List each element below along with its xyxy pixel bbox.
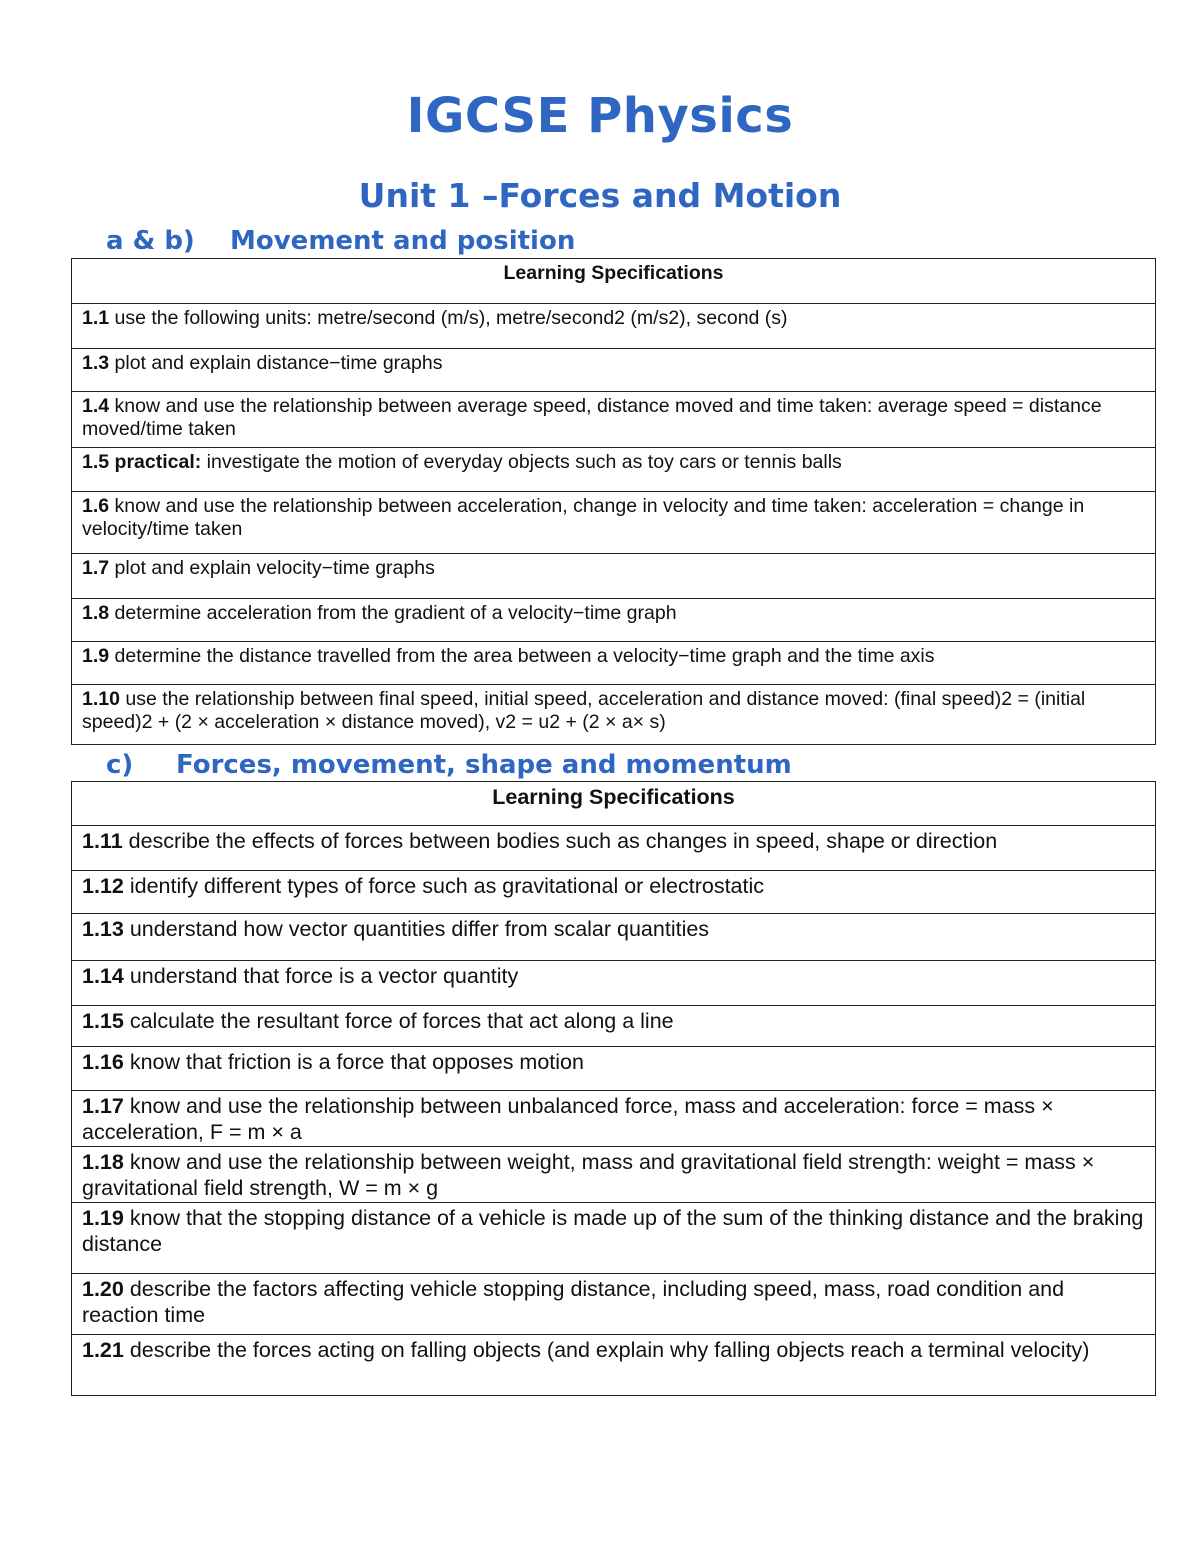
spec-text: know and use the relationship between unbalanced force, mass and acceleration: force = mass × acceleration, F = m × a [82, 1094, 1054, 1144]
spec-cell [72, 1335, 1156, 1396]
spec-cell [72, 1147, 1156, 1203]
spec-cell [72, 349, 1156, 392]
spec-text: identify different types of force such as gravitational or electrostatic [123, 874, 765, 898]
table-row [72, 492, 1156, 554]
spec-code: 1.21 [82, 1338, 124, 1362]
section-heading-c [106, 750, 792, 780]
spec-code: 1.5 [82, 451, 110, 473]
spec-cell [72, 642, 1156, 685]
spec-code: 1.10 [82, 688, 120, 710]
table-row [72, 599, 1156, 642]
unit-title: Unit 1 –Forces and Motion [358, 176, 842, 215]
spec-code: 1.18 [82, 1150, 124, 1174]
table-row [72, 685, 1156, 745]
spec-text: know that friction is a force that opposes motion [123, 1050, 584, 1074]
spec-code: 1.3 [82, 352, 110, 374]
spec-text: plot and explain velocity−time graphs [109, 557, 435, 579]
spec-practical-label: practical: [109, 451, 202, 473]
spec-code: 1.7 [82, 557, 110, 579]
section-letter: a & b) [106, 226, 195, 256]
spec-text: know and use the relationship between weight, mass and gravitational field strength: weight = mass × gravitational field strength, W = m × g [82, 1150, 1095, 1200]
spec-text: calculate the resultant force of forces that act along a line [123, 1009, 674, 1033]
spec-code: 1.17 [82, 1094, 124, 1118]
section-name: Movement and position [230, 226, 576, 256]
spec-cell [72, 392, 1156, 448]
spec-code: 1.19 [82, 1206, 124, 1230]
table-row [72, 1091, 1156, 1147]
table-row [72, 871, 1156, 914]
table-row [72, 448, 1156, 492]
spec-text: describe the factors affecting vehicle stopping distance, including speed, mass, road condition and reaction time [82, 1277, 1065, 1327]
spec-text: know and use the relationship between average speed, distance moved and time taken: average speed = distance moved/time taken [82, 395, 1102, 441]
table-row [72, 914, 1156, 961]
table-row [72, 1006, 1156, 1047]
section-name: Forces, movement, shape and momentum [176, 750, 792, 780]
spec-code: 1.1 [82, 307, 110, 329]
spec-code: 1.12 [82, 874, 124, 898]
table-row [72, 826, 1156, 871]
section-letter: c) [106, 750, 134, 780]
spec-cell [72, 599, 1156, 642]
spec-cell [72, 554, 1156, 599]
table-row [72, 1335, 1156, 1396]
spec-cell [72, 304, 1156, 349]
spec-cell [72, 871, 1156, 914]
table-row [72, 1147, 1156, 1203]
document-title: IGCSE Physics [406, 88, 794, 144]
table-header-row [72, 782, 1156, 826]
spec-cell [72, 1047, 1156, 1091]
spec-code: 1.15 [82, 1009, 124, 1033]
table-row [72, 392, 1156, 448]
spec-text: know and use the relationship between acceleration, change in velocity and time taken: acceleration = change in velocity/time taken [82, 495, 1085, 541]
table-row [72, 304, 1156, 349]
spec-cell [72, 1006, 1156, 1047]
spec-text: determine acceleration from the gradient of a velocity−time graph [109, 602, 677, 624]
spec-cell [72, 961, 1156, 1006]
spec-code: 1.13 [82, 917, 124, 941]
spec-text: determine the distance travelled from the area between a velocity−time graph and the time axis [109, 645, 935, 667]
spec-text: investigate the motion of everyday objects such as toy cars or tennis balls [201, 451, 842, 473]
spec-text: plot and explain distance−time graphs [109, 352, 443, 374]
spec-cell [72, 448, 1156, 492]
table-row [72, 1274, 1156, 1335]
spec-text: use the relationship between final speed, initial speed, acceleration and distance moved: (final speed)2 = (initial speed)2 + (2 × acceleration × distance moved), v2 = u2 + (2 × a× s) [82, 688, 1086, 734]
table-row [72, 961, 1156, 1006]
table-header: Learning Specifications [72, 782, 1156, 826]
spec-code: 1.9 [82, 645, 110, 667]
spec-text: know that the stopping distance of a vehicle is made up of the sum of the thinking distance and the braking distance [82, 1206, 1144, 1256]
table-header: Learning Specifications [72, 259, 1156, 304]
spec-code: 1.11 [82, 829, 123, 853]
section-heading-ab [106, 226, 576, 256]
spec-cell [72, 1091, 1156, 1147]
table-row [72, 1047, 1156, 1091]
spec-text: describe the effects of forces between bodies such as changes in speed, shape or direction [122, 829, 998, 853]
spec-table-c [71, 781, 1156, 1396]
spec-cell [72, 685, 1156, 745]
table-row [72, 1203, 1156, 1274]
spec-cell [72, 492, 1156, 554]
spec-cell [72, 914, 1156, 961]
spec-cell [72, 1203, 1156, 1274]
table-row [72, 349, 1156, 392]
table-row [72, 554, 1156, 599]
spec-text: describe the forces acting on falling objects (and explain why falling objects reach a terminal velocity) [123, 1338, 1090, 1362]
spec-code: 1.4 [82, 395, 110, 417]
spec-text: understand how vector quantities differ from scalar quantities [123, 917, 710, 941]
table-row [72, 642, 1156, 685]
spec-text: use the following units: metre/second (m/s), metre/second2 (m/s2), second (s) [109, 307, 788, 329]
spec-code: 1.6 [82, 495, 110, 517]
spec-text: understand that force is a vector quantity [123, 964, 519, 988]
spec-cell [72, 826, 1156, 871]
spec-code: 1.14 [82, 964, 124, 988]
table-header-row [72, 259, 1156, 304]
spec-table-ab [71, 258, 1156, 745]
spec-code: 1.8 [82, 602, 110, 624]
spec-code: 1.16 [82, 1050, 124, 1074]
spec-code: 1.20 [82, 1277, 124, 1301]
spec-cell [72, 1274, 1156, 1335]
